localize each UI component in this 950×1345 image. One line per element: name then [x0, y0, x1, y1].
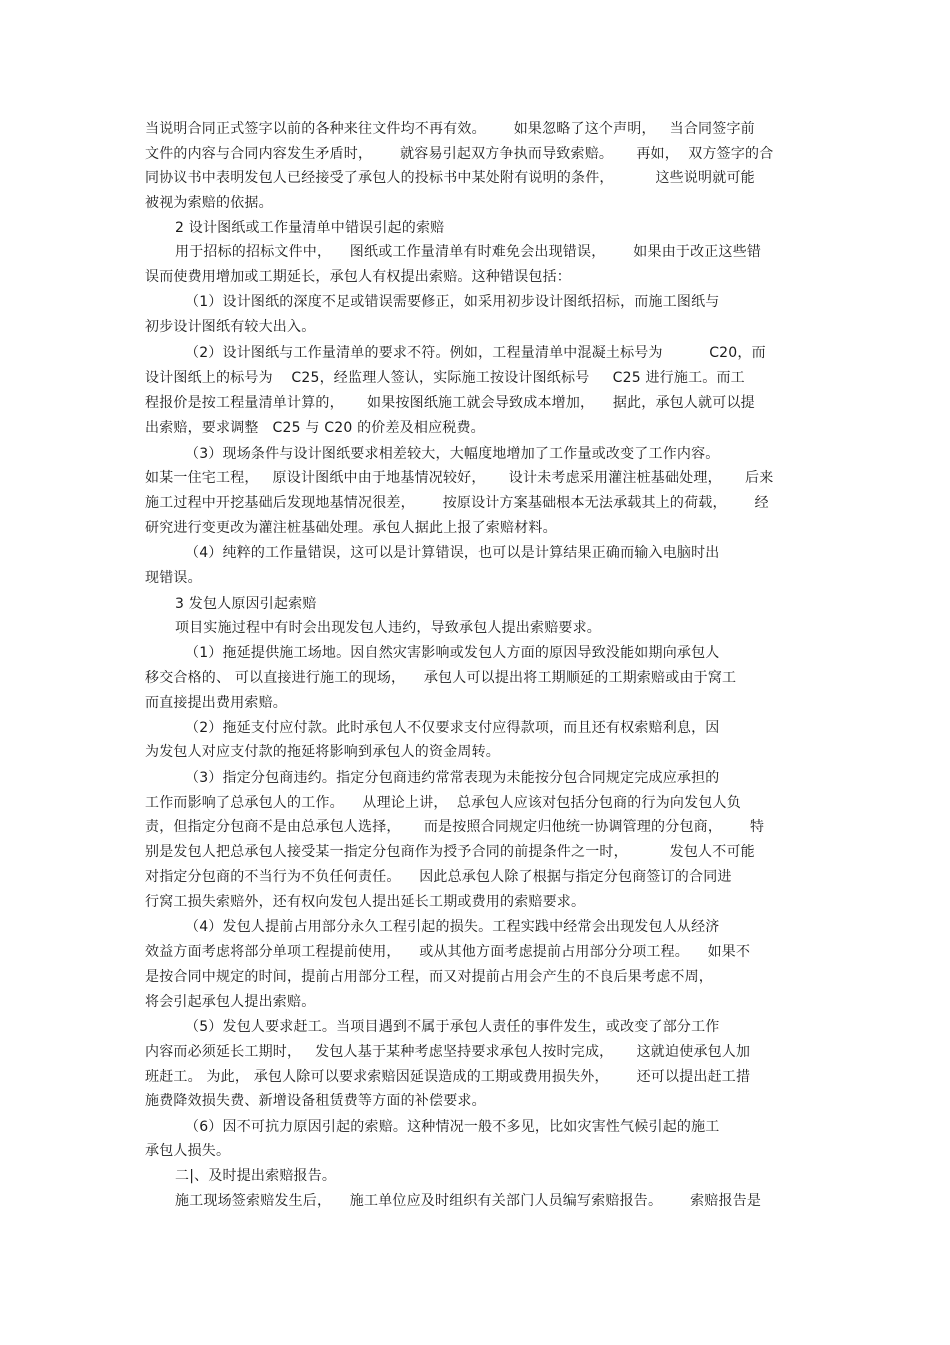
text-line: 被视为索赔的依据。	[145, 195, 273, 211]
text-line: 工作而影响了总承包人的工作。 从理论上讲， 总承包人应该对包括分包商的行为向发包人负	[145, 795, 741, 811]
text-line: 用于招标的招标文件中， 图纸或工作量清单有时难免会出现错误， 如果由于改正这些错	[175, 244, 762, 260]
text-line: 而直接提出费用索赔。	[145, 695, 287, 711]
text-line: 程报价是按工程量清单计算的， 如果按图纸施工就会导致成本增加， 据此，承包人就可以提	[145, 395, 755, 411]
list-item: （1）拖延提供施工场地。因自然灾害影响或发包人方面的原因导致没能如期向承包人	[185, 645, 720, 661]
text-line: 误而使费用增加或工期延长，承包人有权提出索赔。这种错误包括：	[145, 269, 571, 285]
text-line: 行窝工损失索赔外，还有权向发包人提出延长工期或费用的索赔要求。	[145, 894, 586, 910]
text-line: 移交合格的、 可以直接进行施工的现场， 承包人可以提出将工期顺延的工期索赔或由于窝工	[145, 670, 737, 686]
text-line: 承包人损失。	[145, 1143, 231, 1159]
text-line: 对指定分包商的不当行为不负任何责任。 因此总承包人除了根据与指定分包商签订的合同进	[145, 869, 732, 885]
text-line: 现错误。	[145, 570, 202, 586]
text-line: 当说明合同正式签字以前的各种来往文件均不再有效。 如果忽略了这个声明， 当合同签字前	[145, 121, 755, 137]
text-line: 将会引起承包人提出索赔。	[145, 994, 316, 1010]
list-item: （4）发包人提前占用部分永久工程引起的损失。工程实践中经常会出现发包人从经济	[185, 919, 720, 935]
section-heading: 2 设计图纸或工作量清单中错误引起的索赔	[175, 220, 445, 236]
text-line: 施费降效损失费、新增设备租赁费等方面的补偿要求。	[145, 1093, 486, 1109]
section-heading: 二|、及时提出索赔报告。	[175, 1168, 337, 1184]
text-line: 内容而必须延长工期时， 发包人基于某种考虑坚持要求承包人按时完成， 这就迫使承包人加	[145, 1044, 751, 1060]
list-item: （3）指定分包商违约。指定分包商违约常常表现为未能按分包合同规定完成应承担的	[185, 770, 720, 786]
list-item: （4）纯粹的工作量错误，这可以是计算错误，也可以是计算结果正确而输入电脑时出	[185, 545, 720, 561]
text-line: 责，但指定分包商不是由总承包人选择， 而是按照合同规定归他统一协调管理的分包商， 特	[145, 819, 765, 835]
text-line: 班赶工。 为此， 承包人除可以要求索赔因延误造成的工期或费用损失外， 还可以提出赶工措	[145, 1069, 751, 1085]
text-line: 为发包人对应支付款的拖延将影响到承包人的资金周转。	[145, 744, 500, 760]
text-line: 出索赔，要求调整 C25 与 C20 的价差及相应税费。	[145, 420, 485, 436]
text-line: 施工现场签索赔发生后， 施工单位应及时组织有关部门人员编写索赔报告。 索赔报告是	[175, 1193, 762, 1209]
text-line: 效益方面考虑将部分单项工程提前使用， 或从其他方面考虑提前占用部分分项工程。 如果不	[145, 944, 751, 960]
list-item: （2）设计图纸与工作量清单的要求不符。例如，工程量清单中混凝土标号为 C20，而	[185, 345, 766, 361]
text-line: 设计图纸上的标号为 C25，经监理人签认，实际施工按设计图纸标号 C25 进行施工。而工	[145, 370, 745, 386]
list-item: （2）拖延支付应付款。此时承包人不仅要求支付应得款项，而且还有权索赔利息，因	[185, 720, 720, 736]
text-line: 项目实施过程中有时会出现发包人违约，导致承包人提出索赔要求。	[175, 620, 601, 636]
text-line: 别是发包人把总承包人接受某一指定分包商作为授予合同的前提条件之一时， 发包人不可能	[145, 844, 755, 860]
text-line: 是按合同中规定的时间，提前占用部分工程，而又对提前占用会产生的不良后果考虑不周，	[145, 969, 713, 985]
text-line: 如某一住宅工程， 原设计图纸中由于地基情况较好， 设计未考虑采用灌注桩基础处理， 后来	[145, 470, 774, 486]
list-item: （6）因不可抗力原因引起的索赔。这种情况一般不多见，比如灾害性气候引起的施工	[185, 1119, 720, 1135]
text-line: 初步设计图纸有较大出入。	[145, 319, 316, 335]
list-item: （1）设计图纸的深度不足或错误需要修正，如采用初步设计图纸招标，而施工图纸与	[185, 294, 720, 310]
text-line: 同协议书中表明发包人已经接受了承包人的投标书中某处附有说明的条件， 这些说明就可能	[145, 170, 755, 186]
section-heading: 3 发包人原因引起索赔	[175, 596, 317, 612]
text-line: 文件的内容与合同内容发生矛盾时， 就容易引起双方争执而导致索赔。 再如， 双方签字的合	[145, 146, 774, 162]
text-line: 施工过程中开挖基础后发现地基情况很差， 按原设计方案基础根本无法承载其上的荷载， 经	[145, 495, 769, 511]
list-item: （3）现场条件与设计图纸要求相差较大，大幅度地增加了工作量或改变了工作内容。	[185, 446, 720, 462]
list-item: （5）发包人要求赶工。当项目遇到不属于承包人责任的事件发生，或改变了部分工作	[185, 1019, 720, 1035]
text-line: 研究进行变更改为灌注桩基础处理。承包人据此上报了索赔材料。	[145, 520, 557, 536]
